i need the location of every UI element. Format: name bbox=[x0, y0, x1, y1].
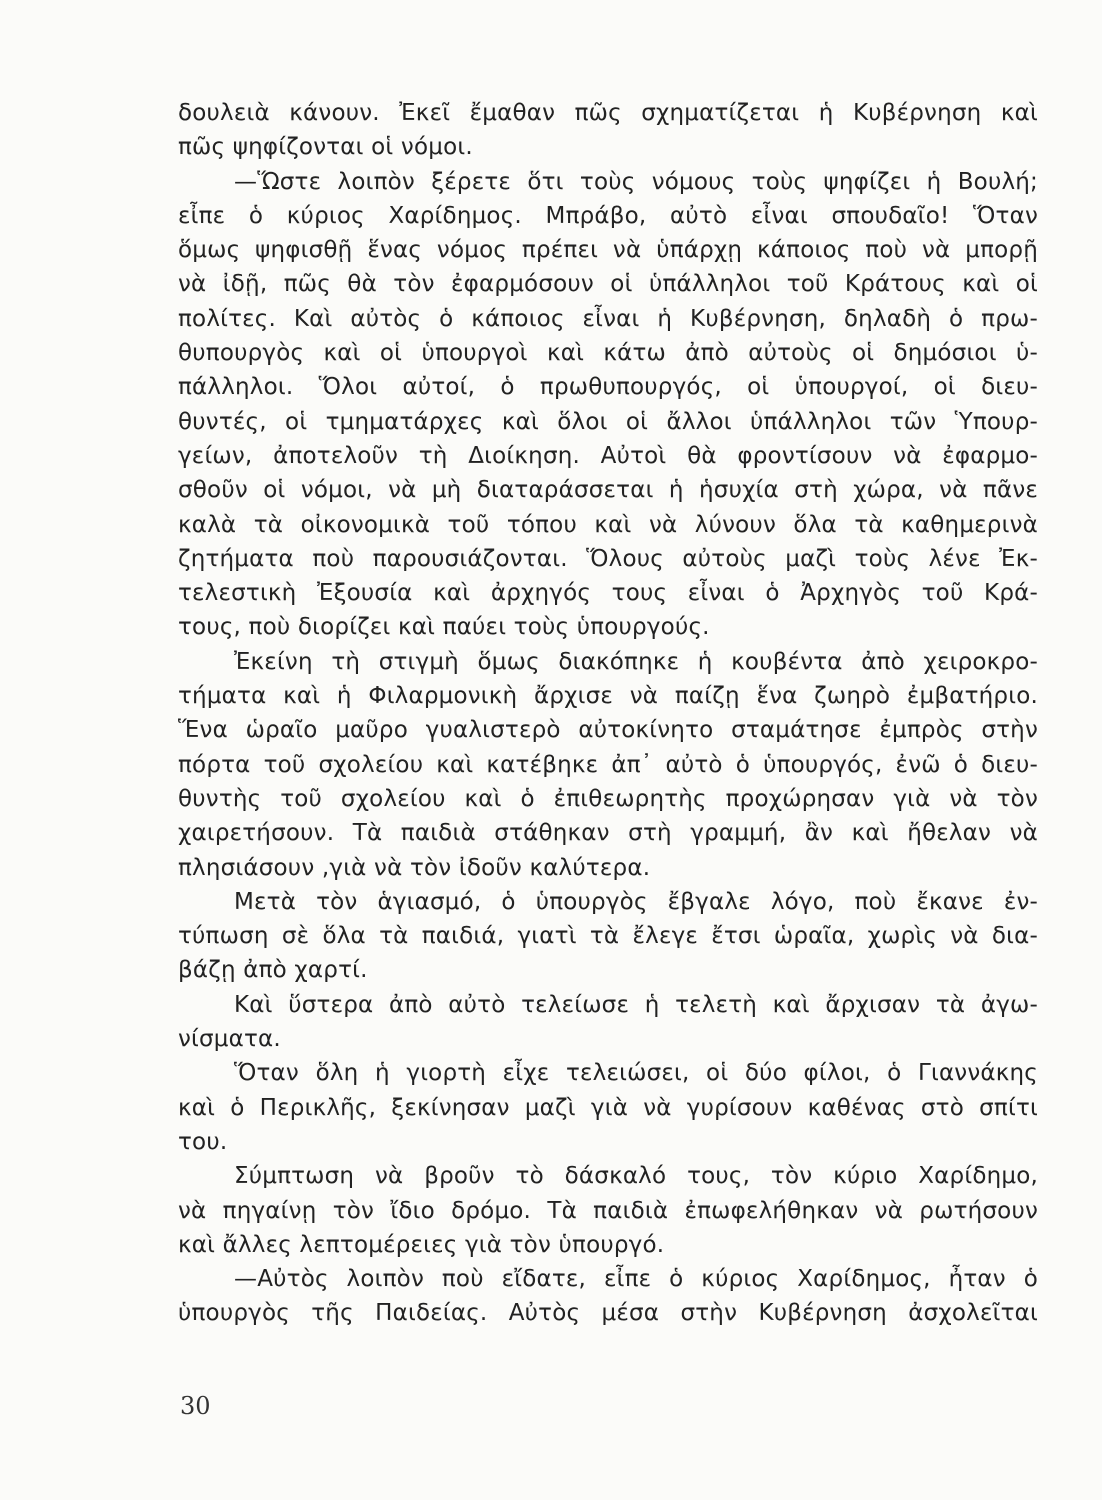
text-line: πόρτα τοῦ σχολείου καὶ κατέβηκε ἀπ᾽ αὐτὸ ὁ ὑπουργός, ἐνῶ ὁ διευ- bbox=[178, 751, 1038, 778]
text-line: Καὶ ὕστερα ἀπὸ αὐτὸ τελείωσε ἡ τελετὴ καὶ ἄρχισαν τὰ ἀγω- bbox=[234, 991, 1038, 1018]
text-line: Ἐκείνη τὴ στιγμὴ ὅμως διακόπηκε ἡ κουβέντα ἀπὸ χειροκρο- bbox=[234, 648, 1038, 675]
text-line: του. bbox=[178, 1128, 228, 1155]
text-line: Ἕνα ὡραῖο μαῦρο γυαλιστερὸ αὐτοκίνητο σταμάτησε ἐμπρὸς στὴν bbox=[178, 717, 1038, 744]
text-line: πολίτες. Καὶ αὐτὸς ὁ κάποιος εἶναι ἡ Κυβέρνηση, δηλαδὴ ὁ πρω- bbox=[178, 305, 1038, 332]
text-line: νίσματα. bbox=[178, 1026, 281, 1053]
text-line: ὑπουργὸς τῆς Παιδείας. Αὐτὸς μέσα στὴν Κυβέρνηση ἀσχολεῖται bbox=[178, 1300, 1038, 1327]
text-line: σθοῦν οἱ νόμοι, νὰ μὴ διαταράσσεται ἡ ἡσυχία στὴ χώρα, νὰ πᾶνε bbox=[178, 477, 1038, 504]
text-line: πῶς ψηφίζονται οἱ νόμοι. bbox=[178, 134, 473, 161]
text-line: δουλειὰ κάνουν. Ἐκεῖ ἔμαθαν πῶς σχηματίζεται ἡ Κυβέρνηση καὶ bbox=[178, 100, 1038, 126]
text-line: θυντές, οἱ τμηματάρχες καὶ ὅλοι οἱ ἄλλοι ὑπάλληλοι τῶν Ὑπουρ- bbox=[178, 408, 1038, 435]
text-line: χαιρετήσουν. Τὰ παιδιὰ στάθηκαν στὴ γραμμή, ἂν καὶ ἤθελαν νὰ bbox=[178, 820, 1038, 847]
text-line: εἶπε ὁ κύριος Χαρίδημος. Μπράβο, αὐτὸ εἶναι σπουδαῖο! Ὅταν bbox=[178, 202, 1038, 229]
page-number: 30 bbox=[180, 1392, 211, 1420]
text-line: θυντὴς τοῦ σχολείου καὶ ὁ ἐπιθεωρητὴς προχώρησαν γιὰ νὰ τὸν bbox=[178, 785, 1038, 812]
text-line: γείων, ἀποτελοῦν τὴ Διοίκηση. Αὐτοὶ θὰ φροντίσουν νὰ ἐφαρμο- bbox=[178, 442, 1038, 469]
text-line: νὰ ἰδῇ, πῶς θὰ τὸν ἐφαρμόσουν οἱ ὑπάλληλοι τοῦ Κράτους καὶ οἱ bbox=[178, 271, 1038, 298]
text-line: τύπωση σὲ ὅλα τὰ παιδιά, γιατὶ τὰ ἔλεγε ἔτσι ὡραῖα, χωρὶς νὰ δια- bbox=[178, 923, 1038, 950]
body-text bbox=[178, 96, 1038, 1331]
text-line: καὶ ἄλλες λεπτομέρειες γιὰ τὸν ὑπουργό. bbox=[178, 1231, 665, 1258]
text-line: Μετὰ τὸν ἁγιασμό, ὁ ὑπουργὸς ἔβγαλε λόγο, ποὺ ἔκανε ἐν- bbox=[234, 888, 1038, 915]
text-line: πλησιάσουν ,γιὰ νὰ τὸν ἰδοῦν καλύτερα. bbox=[178, 854, 651, 881]
text-line: βάζῃ ἀπὸ χαρτί. bbox=[178, 957, 368, 984]
text-line: Ὅταν ὅλη ἡ γιορτὴ εἶχε τελειώσει, οἱ δύο φίλοι, ὁ Γιαννάκης bbox=[234, 1060, 1038, 1087]
text-line: νὰ πηγαίνῃ τὸν ἴδιο δρόμο. Τὰ παιδιὰ ἐπωφελήθηκαν νὰ ρωτήσουν bbox=[178, 1197, 1038, 1224]
text-line: καὶ ὁ Περικλῆς, ξεκίνησαν μαζὶ γιὰ νὰ γυρίσουν καθένας στὸ σπίτι bbox=[178, 1094, 1038, 1121]
text-line: θυπουργὸς καὶ οἱ ὑπουργοὶ καὶ κάτω ἀπὸ αὐτοὺς οἱ δημόσιοι ὑ- bbox=[178, 340, 1038, 367]
text-line: πάλληλοι. Ὅλοι αὐτοί, ὁ πρωθυπουργός, οἱ ὑπουργοί, οἱ διευ- bbox=[178, 374, 1038, 401]
text-line: καλὰ τὰ οἰκονομικὰ τοῦ τόπου καὶ νὰ λύνουν ὅλα τὰ καθημερινὰ bbox=[178, 511, 1038, 538]
text-line: τελεστικὴ Ἐξουσία καὶ ἀρχηγός τους εἶναι ὁ Ἀρχηγὸς τοῦ Κρά- bbox=[178, 580, 1038, 607]
text-line: τήματα καὶ ἡ Φιλαρμονικὴ ἄρχισε νὰ παίζῃ ἕνα ζωηρὸ ἐμβατήριο. bbox=[178, 683, 1038, 710]
text-line: τους, ποὺ διορίζει καὶ παύει τοὺς ὑπουργούς. bbox=[178, 614, 710, 641]
text-line: ζητήματα ποὺ παρουσιάζονται. Ὅλους αὐτοὺς μαζὶ τοὺς λένε Ἐκ- bbox=[178, 545, 1038, 572]
text-line: ὅμως ψηφισθῇ ἕνας νόμος πρέπει νὰ ὑπάρχῃ κάποιος ποὺ νὰ μπορῇ bbox=[178, 237, 1038, 264]
text-line: —Ὥστε λοιπὸν ξέρετε ὅτι τοὺς νόμους τοὺς ψηφίζει ἡ Βουλή; bbox=[234, 168, 1038, 195]
text-line: Σύμπτωση νὰ βροῦν τὸ δάσκαλό τους, τὸν κύριο Χαρίδημο, bbox=[234, 1163, 1038, 1190]
text-line: —Αὐτὸς λοιπὸν ποὺ εἴδατε, εἶπε ὁ κύριος Χαρίδημος, ἦταν ὁ bbox=[234, 1266, 1038, 1293]
